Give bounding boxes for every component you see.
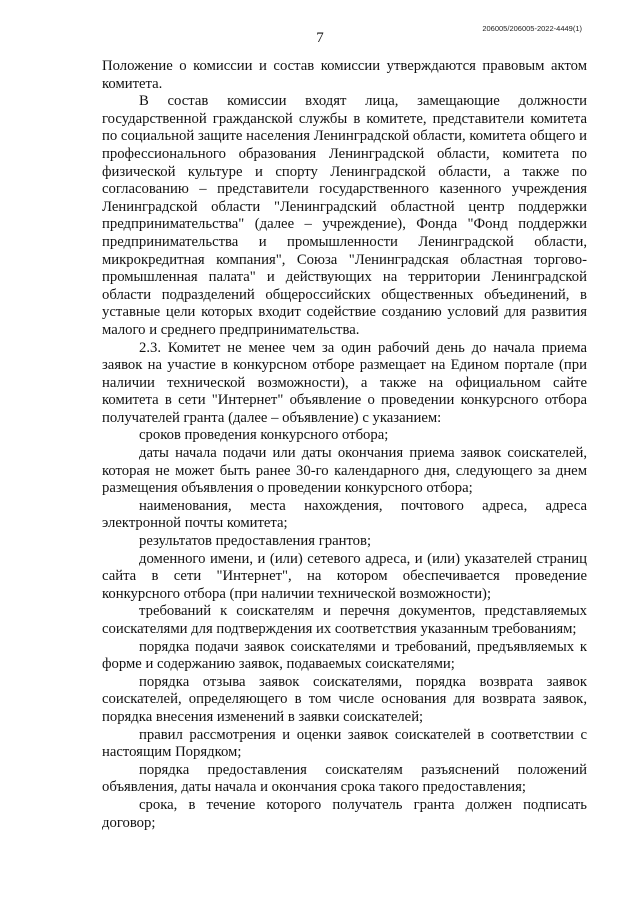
list-item-contract-deadline: срока, в течение которого получатель гранта должен подписать договор;: [102, 796, 587, 831]
document-code: 206005/206005-2022-4449(1): [482, 24, 582, 33]
page-number: 7: [316, 30, 324, 46]
list-item-application-dates: даты начала подачи или даты окончания приема заявок соискателей, которая не может быть ранее 30-го календарного дня, следующего за днем размещения объявления о проведении конкурсного отбора;: [102, 445, 587, 497]
list-item-domain-name: доменного имени, и (или) сетевого адреса, и (или) указателей страниц сайта в сети "Интернет", на котором обеспечивается проведение конкурсного отбора (при наличии технической возможности);: [102, 550, 587, 602]
paragraph-commission-composition: В состав комиссии входят лица, замещающие должности государственной гражданской службы в комитете, представители комитета по социальной защите населения Ленинградской области, комитета общего и профессионального образования Ленинградской области, комитета по физической культуре и спорту Ленинградской области, а также по согласованию – представители государственного казенного учреждения Ленинградской области "Ленинградский областной центр поддержки предпринимательства" (далее – учреждение), Фонда "Фонд поддержки предпринимательства и промышленности Ленинградской области, микрокредитная компания", Союза "Ленинградская областная торгово-промышленная палата" и действующих на территории Ленинградской области подразделений общероссийских общественных объединений, в уставные цели которых входит содействие созданию условий для развития малого и среднего предпринимательства.: [102, 93, 587, 338]
paragraph-announcement: 2.3. Комитет не менее чем за один рабочий день до начала приема заявок на участие в конкурсном отборе размещает на Едином портале (при наличии технической возможности), а также на официальном сайте комитета в сети "Интернет" объявление о проведении конкурсного отбора получателей гранта (далее – объявление) с указанием:: [102, 339, 587, 426]
list-item-grant-results: результатов предоставления грантов;: [139, 533, 372, 550]
paragraph-commission-regulation: Положение о комиссии и состав комиссии утверждаются правовым актом комитета.: [102, 58, 587, 92]
list-item-committee-address: наименования, места нахождения, почтового адреса, адреса электронной почты комитета;: [102, 497, 587, 532]
list-item-withdrawal-procedure: порядка отзыва заявок соискателями, порядка возврата заявок соискателей, определяющего в том числе основания для возврата заявок, порядка внесения изменений в заявки соискателей;: [102, 673, 587, 725]
list-item-clarifications: порядка предоставления соискателям разъяснений положений объявления, даты начала и окончания срока такого предоставления;: [102, 761, 587, 796]
document-body: [102, 58, 587, 832]
list-item-application-procedure: порядка подачи заявок соискателями и требований, предъявляемых к форме и содержанию заявок, подаваемых соискателями;: [102, 638, 587, 673]
list-item-selection-terms: сроков проведения конкурсного отбора;: [139, 427, 389, 444]
list-item-applicant-requirements: требований к соискателям и перечня документов, представляемых соискателями для подтверждения их соответствия указанным требованиям;: [102, 603, 587, 637]
list-item-evaluation-rules: правил рассмотрения и оценки заявок соискателей в соответствии с настоящим Порядком;: [102, 726, 587, 761]
